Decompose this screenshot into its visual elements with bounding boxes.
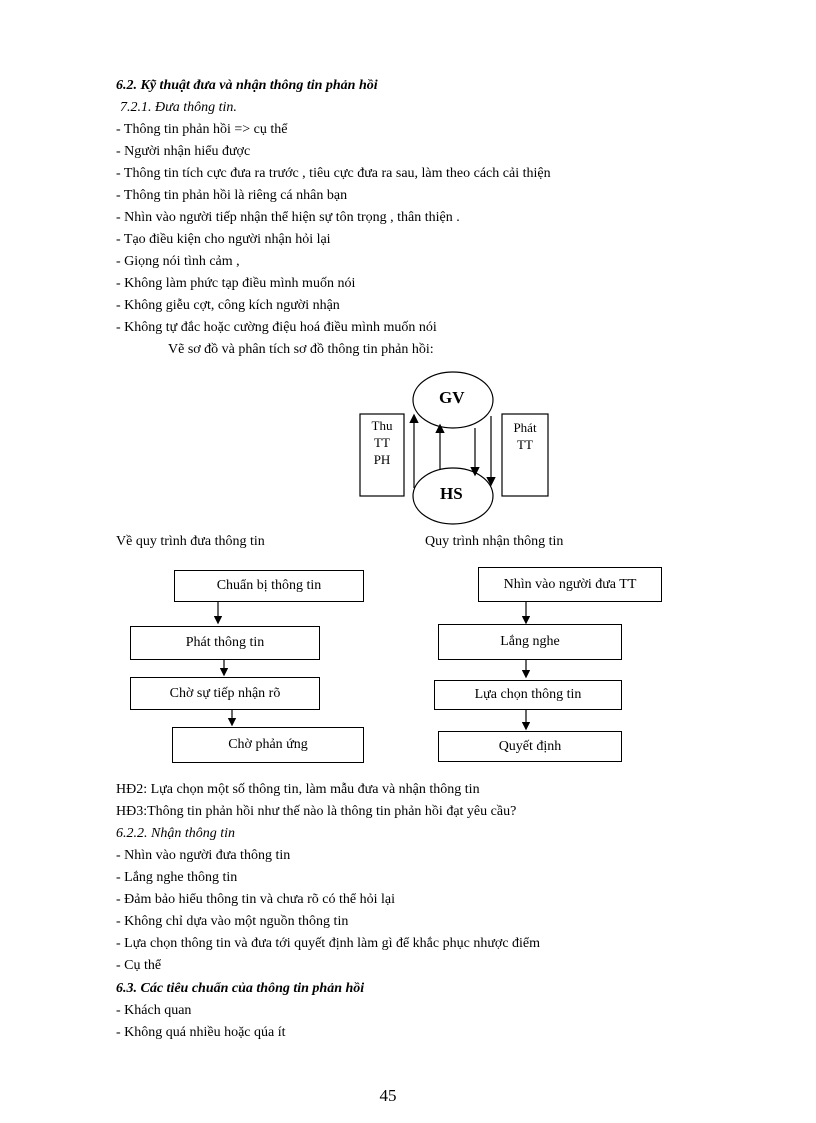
list-item: - Người nhận hiểu được: [116, 144, 251, 159]
list-item: - Không tự đắc hoặc cường điệu hoá điều mình muốn nói: [116, 320, 437, 335]
right-box-line: TT: [517, 437, 533, 452]
receive-process-title: Quy trình nhận thông tin: [425, 534, 564, 549]
list-item: - Lựa chọn thông tin và đưa tới quyết định làm gì để khắc phục nhược điểm: [116, 936, 541, 951]
list-item: - Giọng nói tình cảm ,: [116, 254, 240, 269]
give-step-label: Chờ phản ứng: [228, 737, 308, 752]
diagram-intro: Vẽ sơ đồ và phân tích sơ đồ thông tin phản hồi:: [168, 342, 434, 357]
list-item: - Nhìn vào người tiếp nhận thể hiện sự tôn trọng , thân thiện .: [116, 210, 460, 225]
list-item: - Không quá nhiều hoặc qúa ít: [116, 1025, 286, 1040]
receive-step-label: Nhìn vào người đưa TT: [503, 576, 637, 592]
section-heading-6-2: 6.2. Kỹ thuật đưa và nhận thông tin phản hồi: [116, 78, 378, 93]
list-item: - Thông tin tích cực đưa ra trước , tiêu cực đưa ra sau, làm theo cách cải thiện: [116, 166, 551, 181]
give-step-label: Chuẩn bị thông tin: [216, 578, 322, 593]
give-step-wait-receipt: [130, 677, 320, 710]
list-item: - Không giễu cợt, công kích người nhận: [116, 298, 340, 313]
hs-node-label: HS: [440, 484, 463, 503]
activity-hd2: HĐ2: Lựa chọn một số thông tin, làm mẫu đưa và nhận thông tin: [116, 782, 480, 797]
page-number: 45: [379, 1086, 397, 1105]
receive-step-select: [434, 680, 622, 710]
list-item: - Không làm phức tạp điều mình muốn nói: [116, 276, 356, 291]
right-box-line: Phát: [513, 420, 537, 435]
receive-step-listen: [438, 624, 622, 660]
receive-step-decide: [438, 731, 622, 762]
list-item: - Cụ thể: [116, 958, 162, 973]
list-item: - Tạo điều kiện cho người nhận hỏi lại: [116, 232, 331, 247]
list-item: - Khách quan: [116, 1003, 192, 1018]
give-step-send: [130, 626, 320, 660]
list-item: - Không chỉ dựa vào một nguồn thông tin: [116, 914, 349, 929]
activity-hd3: HĐ3:Thông tin phản hồi như thế nào là thông tin phản hồi đạt yêu cầu?: [116, 804, 517, 819]
give-step-label: Chờ sự tiếp nhận rõ: [169, 685, 281, 701]
list-item: - Thông tin phản hồi là riêng cá nhân bạn: [116, 188, 348, 203]
list-item: - Lắng nghe thông tin: [116, 870, 238, 885]
subheading-7-2-1: 7.2.1. Đưa thông tin.: [120, 100, 237, 115]
give-step-label: Phát thông tin: [185, 635, 265, 650]
receive-step-label: Lắng nghe: [500, 634, 560, 649]
left-box-line: TT: [374, 435, 390, 450]
section-heading-6-3: 6.3. Các tiêu chuẩn của thông tin phản hồi: [116, 981, 365, 996]
receive-step-label: Quyết định: [498, 738, 562, 754]
list-item: - Đảm bảo hiểu thông tin và chưa rõ có thể hỏi lại: [116, 892, 395, 907]
receive-step-label: Lựa chọn thông tin: [474, 687, 582, 702]
give-step-prepare: [174, 570, 364, 602]
list-item: - Nhìn vào người đưa thông tin: [116, 848, 291, 863]
left-box-line: PH: [373, 452, 391, 467]
gv-node-label: GV: [439, 388, 465, 407]
give-process-title: Về quy trình đưa thông tin: [116, 534, 265, 549]
receive-step-look: [478, 567, 662, 602]
subheading-6-2-2: 6.2.2. Nhận thông tin: [116, 826, 236, 841]
list-item: - Thông tin phản hồi => cụ thể: [116, 122, 288, 137]
left-box-line: Thu: [371, 418, 393, 433]
give-step-wait-reaction: [172, 727, 364, 763]
